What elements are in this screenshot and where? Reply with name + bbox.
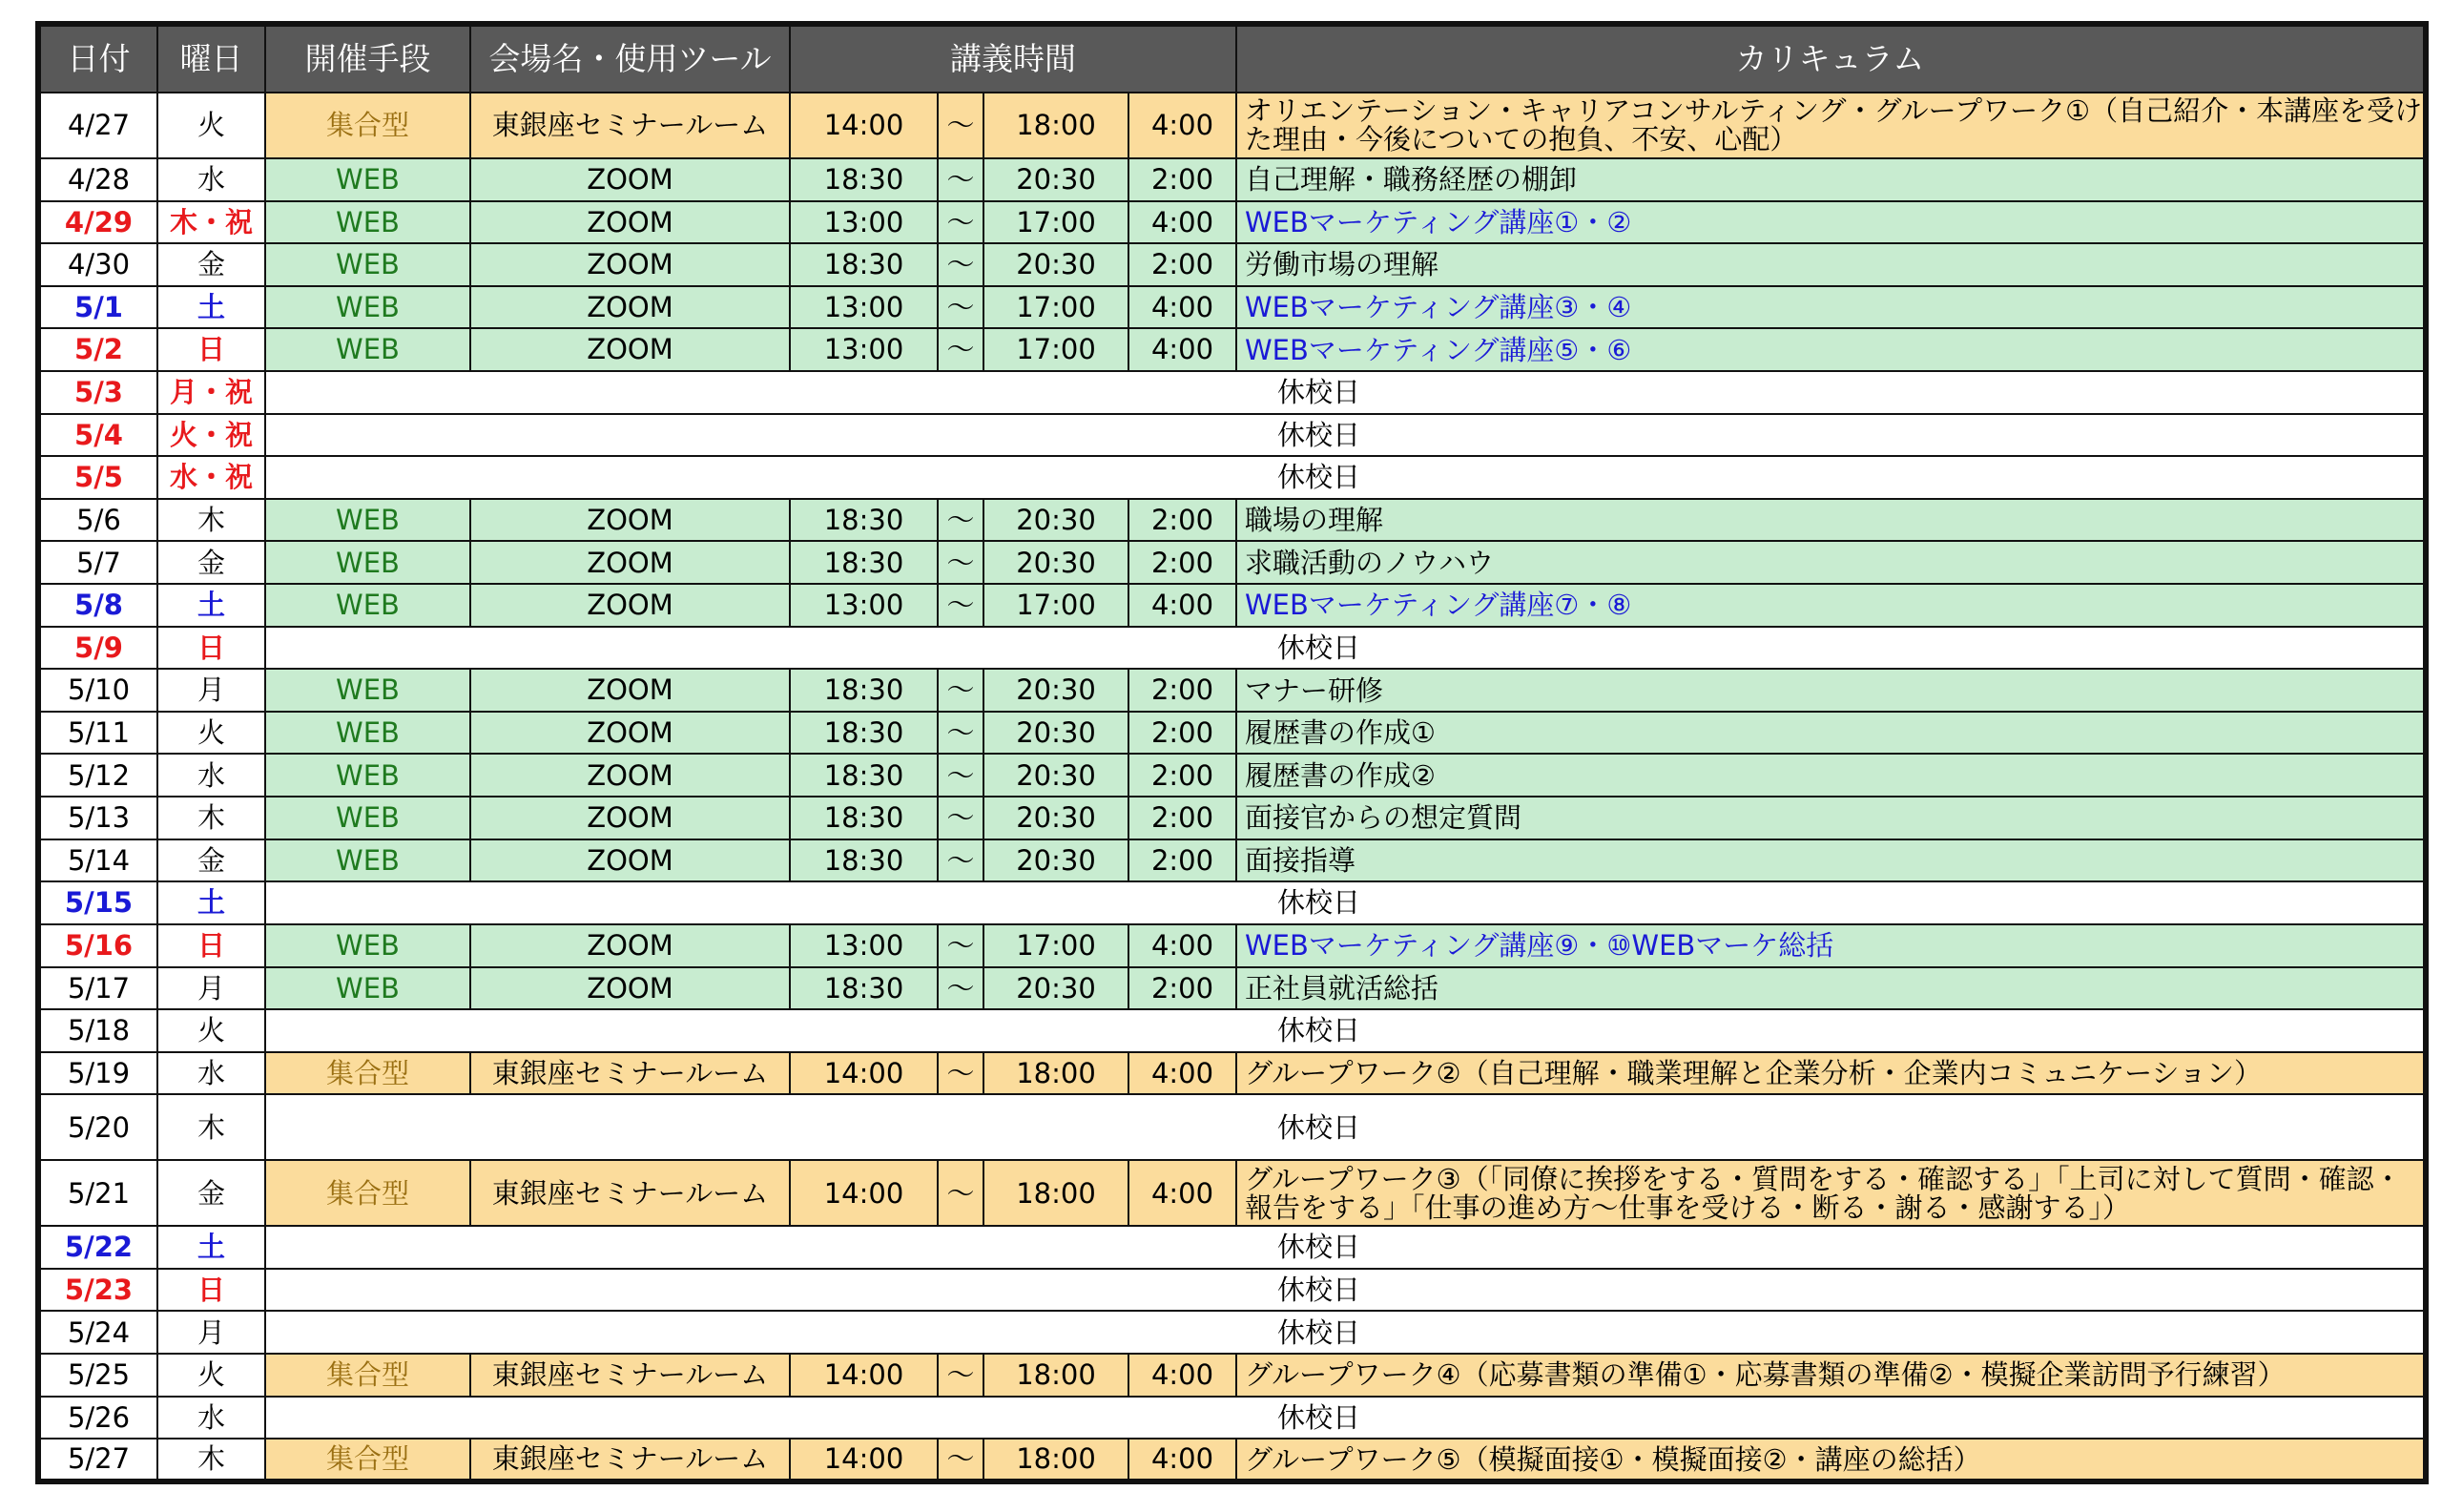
- method-cell: WEB: [265, 286, 470, 329]
- date-cell: 5/6: [38, 499, 157, 542]
- curriculum-cell: WEBマーケティング講座⑦・⑧: [1236, 584, 2426, 627]
- curriculum-cell: WEBマーケティング講座⑨・⑩WEBマーケ総括: [1236, 924, 2426, 967]
- venue-cell: ZOOM: [470, 967, 790, 1010]
- duration-cell: 4:00: [1128, 924, 1236, 967]
- time-separator: ～: [938, 286, 983, 329]
- start-time-cell: 18:30: [790, 243, 938, 286]
- time-separator: ～: [938, 924, 983, 967]
- weekday-cell: 金: [157, 1160, 265, 1226]
- venue-cell: ZOOM: [470, 754, 790, 797]
- holiday-row: [38, 627, 2426, 670]
- end-time-cell: 17:00: [983, 201, 1128, 244]
- end-time-cell: 20:30: [983, 541, 1128, 584]
- holiday-row: [38, 1094, 2426, 1160]
- time-separator: ～: [938, 754, 983, 797]
- curriculum-cell: 労働市場の理解: [1236, 243, 2426, 286]
- method-cell: WEB: [265, 158, 470, 201]
- time-separator: ～: [938, 797, 983, 839]
- method-cell: WEB: [265, 797, 470, 839]
- weekday-cell: 木: [157, 499, 265, 542]
- weekday-cell: 水・祝: [157, 456, 265, 499]
- start-time-cell: 18:30: [790, 541, 938, 584]
- date-cell: 5/7: [38, 541, 157, 584]
- start-time-cell: 13:00: [790, 201, 938, 244]
- start-time-cell: 14:00: [790, 93, 938, 158]
- table-row: [38, 286, 2426, 329]
- weekday-cell: 金: [157, 541, 265, 584]
- end-time-cell: 20:30: [983, 754, 1128, 797]
- time-separator: ～: [938, 967, 983, 1010]
- end-time-cell: 17:00: [983, 584, 1128, 627]
- start-time-cell: 13:00: [790, 286, 938, 329]
- holiday-label: 休校日: [1276, 376, 1360, 409]
- start-time-cell: 18:30: [790, 158, 938, 201]
- table-row: [38, 158, 2426, 201]
- date-cell: 5/1: [38, 286, 157, 329]
- weekday-cell: 月: [157, 967, 265, 1010]
- date-cell: 5/2: [38, 328, 157, 371]
- date-cell: 5/16: [38, 924, 157, 967]
- curriculum-cell: 履歴書の作成①: [1236, 712, 2426, 755]
- header-date: 日付: [38, 24, 157, 93]
- date-cell: 4/27: [38, 93, 157, 158]
- method-cell: WEB: [265, 243, 470, 286]
- weekday-cell: 水: [157, 1052, 265, 1095]
- duration-cell: 4:00: [1128, 328, 1236, 371]
- holiday-label: 休校日: [1276, 1315, 1360, 1349]
- venue-cell: ZOOM: [470, 839, 790, 882]
- weekday-cell: 日: [157, 924, 265, 967]
- weekday-cell: 月: [157, 1311, 265, 1354]
- end-time-cell: 20:30: [983, 839, 1128, 882]
- start-time-cell: 14:00: [790, 1052, 938, 1095]
- holiday-cell: [265, 1094, 2426, 1160]
- holiday-cell: [265, 414, 2426, 457]
- method-cell: WEB: [265, 669, 470, 712]
- table-row: [38, 1160, 2426, 1226]
- end-time-cell: 17:00: [983, 286, 1128, 329]
- start-time-cell: 14:00: [790, 1439, 938, 1481]
- holiday-cell: [265, 1311, 2426, 1354]
- time-separator: ～: [938, 1160, 983, 1226]
- table-row: [38, 839, 2426, 882]
- holiday-label: 休校日: [1276, 1400, 1360, 1434]
- weekday-cell: 火: [157, 712, 265, 755]
- curriculum-cell: WEBマーケティング講座③・④: [1236, 286, 2426, 329]
- weekday-cell: 日: [157, 1269, 265, 1312]
- curriculum-cell: 職場の理解: [1236, 499, 2426, 542]
- method-cell: 集合型: [265, 1354, 470, 1397]
- weekday-cell: 土: [157, 286, 265, 329]
- venue-cell: ZOOM: [470, 924, 790, 967]
- start-time-cell: 14:00: [790, 1160, 938, 1226]
- header-curriculum: カリキュラム: [1236, 24, 2426, 93]
- date-cell: 5/4: [38, 414, 157, 457]
- date-cell: 5/26: [38, 1397, 157, 1440]
- duration-cell: 2:00: [1128, 839, 1236, 882]
- weekday-cell: 木: [157, 1094, 265, 1160]
- holiday-cell: [265, 371, 2426, 414]
- start-time-cell: 18:30: [790, 669, 938, 712]
- duration-cell: 2:00: [1128, 967, 1236, 1010]
- venue-cell: ZOOM: [470, 243, 790, 286]
- curriculum-cell: 面接指導: [1236, 839, 2426, 882]
- time-separator: ～: [938, 541, 983, 584]
- holiday-cell: [265, 456, 2426, 499]
- end-time-cell: 18:00: [983, 1160, 1128, 1226]
- date-cell: 5/23: [38, 1269, 157, 1312]
- weekday-cell: 金: [157, 243, 265, 286]
- time-separator: ～: [938, 1354, 983, 1397]
- date-cell: 4/30: [38, 243, 157, 286]
- curriculum-cell: 履歴書の作成②: [1236, 754, 2426, 797]
- start-time-cell: 13:00: [790, 328, 938, 371]
- venue-cell: ZOOM: [470, 712, 790, 755]
- venue-cell: ZOOM: [470, 797, 790, 839]
- duration-cell: 4:00: [1128, 1354, 1236, 1397]
- holiday-cell: [265, 1226, 2426, 1269]
- date-cell: 5/20: [38, 1094, 157, 1160]
- holiday-label: 休校日: [1276, 461, 1360, 494]
- weekday-cell: 水: [157, 754, 265, 797]
- curriculum-cell: グループワーク②（自己理解・職業理解と企業分析・企業内コミュニケーション）: [1236, 1052, 2426, 1095]
- end-time-cell: 20:30: [983, 669, 1128, 712]
- holiday-label: 休校日: [1276, 1231, 1360, 1264]
- holiday-cell: [265, 1269, 2426, 1312]
- weekday-cell: 火: [157, 1354, 265, 1397]
- weekday-cell: 火: [157, 93, 265, 158]
- header-venue: 会場名・使用ツール: [470, 24, 790, 93]
- method-cell: WEB: [265, 712, 470, 755]
- venue-cell: ZOOM: [470, 669, 790, 712]
- method-cell: WEB: [265, 967, 470, 1010]
- table-row: [38, 201, 2426, 244]
- end-time-cell: 18:00: [983, 1354, 1128, 1397]
- date-cell: 5/27: [38, 1439, 157, 1481]
- weekday-cell: 土: [157, 881, 265, 924]
- table-row: [38, 328, 2426, 371]
- end-time-cell: 20:30: [983, 967, 1128, 1010]
- weekday-cell: 土: [157, 1226, 265, 1269]
- start-time-cell: 14:00: [790, 1354, 938, 1397]
- date-cell: 4/28: [38, 158, 157, 201]
- time-separator: ～: [938, 712, 983, 755]
- start-time-cell: 18:30: [790, 712, 938, 755]
- curriculum-cell: 面接官からの想定質問: [1236, 797, 2426, 839]
- header-day: 曜日: [157, 24, 265, 93]
- method-cell: WEB: [265, 584, 470, 627]
- holiday-row: [38, 1226, 2426, 1269]
- start-time-cell: 18:30: [790, 754, 938, 797]
- start-time-cell: 18:30: [790, 797, 938, 839]
- venue-cell: ZOOM: [470, 584, 790, 627]
- end-time-cell: 20:30: [983, 158, 1128, 201]
- method-cell: WEB: [265, 201, 470, 244]
- curriculum-cell: グループワーク⑤（模擬面接①・模擬面接②・講座の総括）: [1236, 1439, 2426, 1481]
- header-row: [38, 24, 2426, 93]
- holiday-cell: [265, 881, 2426, 924]
- table-row: [38, 797, 2426, 839]
- venue-cell: ZOOM: [470, 201, 790, 244]
- holiday-label: 休校日: [1276, 631, 1360, 664]
- holiday-row: [38, 414, 2426, 457]
- start-time-cell: 13:00: [790, 924, 938, 967]
- time-separator: ～: [938, 201, 983, 244]
- duration-cell: 2:00: [1128, 754, 1236, 797]
- duration-cell: 4:00: [1128, 201, 1236, 244]
- curriculum-cell: WEBマーケティング講座①・②: [1236, 201, 2426, 244]
- duration-cell: 2:00: [1128, 712, 1236, 755]
- method-cell: WEB: [265, 541, 470, 584]
- end-time-cell: 20:30: [983, 712, 1128, 755]
- weekday-cell: 木: [157, 1439, 265, 1481]
- curriculum-cell: 求職活動のノウハウ: [1236, 541, 2426, 584]
- table-row: [38, 754, 2426, 797]
- date-cell: 5/15: [38, 881, 157, 924]
- method-cell: WEB: [265, 924, 470, 967]
- venue-cell: 東銀座セミナールーム: [470, 93, 790, 158]
- date-cell: 5/25: [38, 1354, 157, 1397]
- duration-cell: 2:00: [1128, 797, 1236, 839]
- time-separator: ～: [938, 1052, 983, 1095]
- start-time-cell: 13:00: [790, 584, 938, 627]
- start-time-cell: 18:30: [790, 839, 938, 882]
- date-cell: 5/5: [38, 456, 157, 499]
- curriculum-cell: オリエンテーション・キャリアコンサルティング・グループワーク①（自己紹介・本講座を受けた理由・今後についての抱負、不安、心配）: [1236, 93, 2426, 158]
- duration-cell: 4:00: [1128, 1052, 1236, 1095]
- date-cell: 5/21: [38, 1160, 157, 1226]
- weekday-cell: 木・祝: [157, 201, 265, 244]
- weekday-cell: 月: [157, 669, 265, 712]
- curriculum-cell: WEBマーケティング講座⑤・⑥: [1236, 328, 2426, 371]
- date-cell: 5/9: [38, 627, 157, 670]
- time-separator: ～: [938, 669, 983, 712]
- duration-cell: 4:00: [1128, 93, 1236, 158]
- method-cell: 集合型: [265, 1052, 470, 1095]
- holiday-label: 休校日: [1276, 418, 1360, 451]
- method-cell: WEB: [265, 328, 470, 371]
- holiday-cell: [265, 1397, 2426, 1440]
- holiday-label: 休校日: [1276, 886, 1360, 920]
- date-cell: 5/3: [38, 371, 157, 414]
- holiday-cell: [265, 1009, 2426, 1052]
- venue-cell: ZOOM: [470, 328, 790, 371]
- weekday-cell: 水: [157, 158, 265, 201]
- duration-cell: 2:00: [1128, 243, 1236, 286]
- duration-cell: 2:00: [1128, 158, 1236, 201]
- weekday-cell: 水: [157, 1397, 265, 1440]
- weekday-cell: 日: [157, 328, 265, 371]
- method-cell: 集合型: [265, 1439, 470, 1481]
- holiday-row: [38, 456, 2426, 499]
- curriculum-cell: 正社員就活総括: [1236, 967, 2426, 1010]
- weekday-cell: 日: [157, 627, 265, 670]
- time-separator: ～: [938, 584, 983, 627]
- time-separator: ～: [938, 93, 983, 158]
- end-time-cell: 18:00: [983, 93, 1128, 158]
- venue-cell: 東銀座セミナールーム: [470, 1160, 790, 1226]
- table-row: [38, 967, 2426, 1010]
- time-separator: ～: [938, 243, 983, 286]
- holiday-row: [38, 881, 2426, 924]
- weekday-cell: 木: [157, 797, 265, 839]
- date-cell: 5/12: [38, 754, 157, 797]
- duration-cell: 4:00: [1128, 286, 1236, 329]
- weekday-cell: 金: [157, 839, 265, 882]
- venue-cell: ZOOM: [470, 499, 790, 542]
- weekday-cell: 土: [157, 584, 265, 627]
- holiday-cell: [265, 627, 2426, 670]
- end-time-cell: 20:30: [983, 797, 1128, 839]
- table-row: [38, 243, 2426, 286]
- end-time-cell: 20:30: [983, 499, 1128, 542]
- method-cell: 集合型: [265, 93, 470, 158]
- time-separator: ～: [938, 499, 983, 542]
- table-row: [38, 499, 2426, 542]
- method-cell: 集合型: [265, 1160, 470, 1226]
- date-cell: 5/22: [38, 1226, 157, 1269]
- date-cell: 5/10: [38, 669, 157, 712]
- venue-cell: ZOOM: [470, 541, 790, 584]
- header-method: 開催手段: [265, 24, 470, 93]
- holiday-label: 休校日: [1276, 1014, 1360, 1047]
- venue-cell: 東銀座セミナールーム: [470, 1052, 790, 1095]
- duration-cell: 4:00: [1128, 1160, 1236, 1226]
- table-row: [38, 712, 2426, 755]
- table-row: [38, 584, 2426, 627]
- time-separator: ～: [938, 328, 983, 371]
- end-time-cell: 17:00: [983, 328, 1128, 371]
- duration-cell: 2:00: [1128, 541, 1236, 584]
- end-time-cell: 20:30: [983, 243, 1128, 286]
- holiday-row: [38, 1397, 2426, 1440]
- date-cell: 5/18: [38, 1009, 157, 1052]
- table-row: [38, 1052, 2426, 1095]
- end-time-cell: 18:00: [983, 1052, 1128, 1095]
- header-time: 講義時間: [790, 24, 1236, 93]
- end-time-cell: 18:00: [983, 1439, 1128, 1481]
- start-time-cell: 18:30: [790, 967, 938, 1010]
- holiday-row: [38, 1269, 2426, 1312]
- venue-cell: 東銀座セミナールーム: [470, 1439, 790, 1481]
- time-separator: ～: [938, 839, 983, 882]
- table-row: [38, 669, 2426, 712]
- weekday-cell: 火: [157, 1009, 265, 1052]
- weekday-cell: 火・祝: [157, 414, 265, 457]
- method-cell: WEB: [265, 754, 470, 797]
- date-cell: 5/24: [38, 1311, 157, 1354]
- holiday-label: 休校日: [1276, 1273, 1360, 1306]
- time-separator: ～: [938, 158, 983, 201]
- date-cell: 5/14: [38, 839, 157, 882]
- table-row: [38, 924, 2426, 967]
- table-row: [38, 1354, 2426, 1397]
- holiday-row: [38, 1311, 2426, 1354]
- table-row: [38, 93, 2426, 158]
- schedule-table: [35, 21, 2429, 1484]
- method-cell: WEB: [265, 839, 470, 882]
- curriculum-cell: マナー研修: [1236, 669, 2426, 712]
- duration-cell: 2:00: [1128, 499, 1236, 542]
- venue-cell: 東銀座セミナールーム: [470, 1354, 790, 1397]
- holiday-row: [38, 371, 2426, 414]
- date-cell: 4/29: [38, 201, 157, 244]
- date-cell: 5/11: [38, 712, 157, 755]
- duration-cell: 4:00: [1128, 1439, 1236, 1481]
- time-separator: ～: [938, 1439, 983, 1481]
- table-row: [38, 1439, 2426, 1481]
- venue-cell: ZOOM: [470, 286, 790, 329]
- weekday-cell: 月・祝: [157, 371, 265, 414]
- holiday-label: 休校日: [1276, 1110, 1360, 1144]
- curriculum-cell: グループワーク③（「同僚に挨拶をする・質問をする・確認する」「上司に対して質問・確認・報告をする」「仕事の進め方～仕事を受ける・断る・謝る・感謝する」）: [1236, 1160, 2426, 1226]
- method-cell: WEB: [265, 499, 470, 542]
- curriculum-cell: 自己理解・職務経歴の棚卸: [1236, 158, 2426, 201]
- holiday-row: [38, 1009, 2426, 1052]
- date-cell: 5/17: [38, 967, 157, 1010]
- duration-cell: 2:00: [1128, 669, 1236, 712]
- curriculum-cell: グループワーク④（応募書類の準備①・応募書類の準備②・模擬企業訪問予行練習）: [1236, 1354, 2426, 1397]
- end-time-cell: 17:00: [983, 924, 1128, 967]
- table-row: [38, 541, 2426, 584]
- duration-cell: 4:00: [1128, 584, 1236, 627]
- date-cell: 5/8: [38, 584, 157, 627]
- date-cell: 5/19: [38, 1052, 157, 1095]
- date-cell: 5/13: [38, 797, 157, 839]
- start-time-cell: 18:30: [790, 499, 938, 542]
- venue-cell: ZOOM: [470, 158, 790, 201]
